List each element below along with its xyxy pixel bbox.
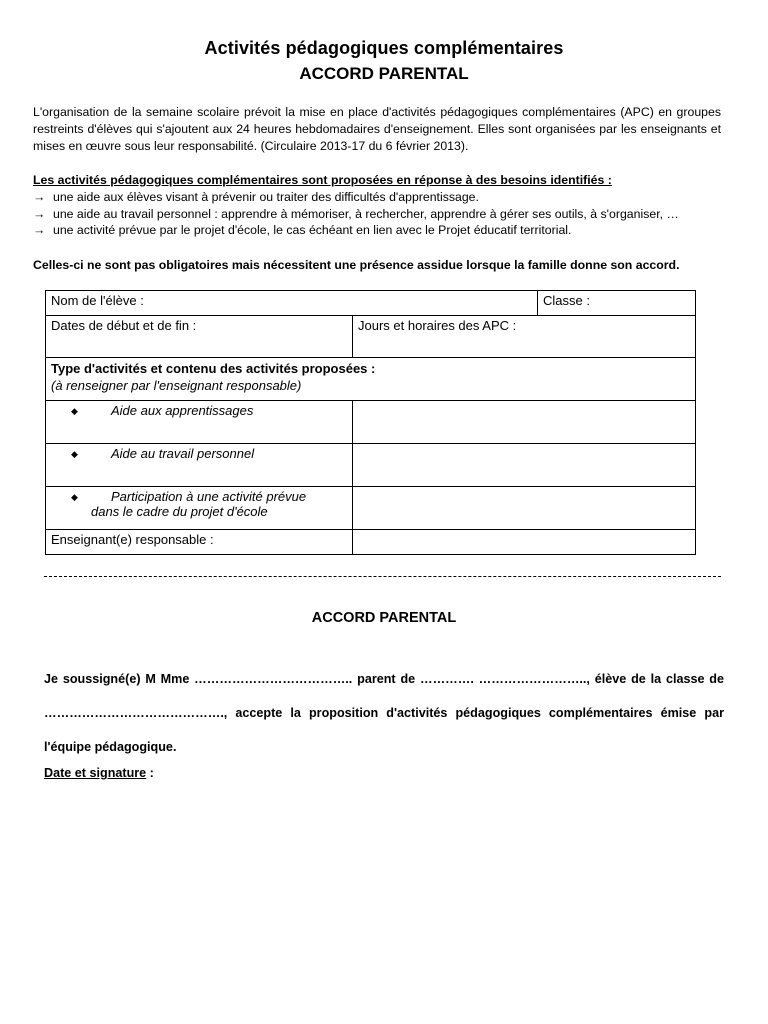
mandatory-note: Celles-ci ne sont pas obligatoires mais nécessitent une présence assidue lorsque la famille donne son accord. — [33, 258, 680, 272]
arrow-right-icon: → — [33, 190, 46, 204]
table-row — [46, 401, 696, 444]
teacher-field[interactable] — [353, 530, 696, 555]
activity-item-school-project: ◆ Participation à une activité prévue dans le cadre du projet d'école — [46, 487, 353, 530]
date-signature-label: Date et signature — [44, 766, 147, 780]
arrow-right-icon: → — [33, 223, 46, 237]
activity-item-personal-work: ◆ Aide au travail personnel — [46, 444, 353, 487]
intro-paragraph: L'organisation de la semaine scolaire prévoit la mise en place d'activités pédagogiques complémentaires (APC) en groupes restreints d'élèves qui s'ajoutent aux 24 heures hebdomadaires d'enseignement. Elles sont organisées par les enseignants et mises en œuvre sous leur responsabilité. (Circulaire 2013-17 du 6 février 2013). — [33, 105, 721, 153]
activity-item-learning: ◆ Aide aux apprentissages — [46, 401, 353, 444]
student-name-field[interactable]: Nom de l'élève : — [46, 291, 538, 316]
consent-line: l'équipe pédagogique. — [44, 740, 177, 754]
table-row — [46, 358, 696, 401]
document-title: Activités pédagogiques complémentaires — [204, 38, 564, 58]
document-subtitle: ACCORD PARENTAL — [299, 64, 469, 83]
activity-learning-content[interactable] — [353, 401, 696, 444]
arrow-right-icon: → — [33, 206, 46, 221]
cut-line-divider — [44, 576, 721, 577]
consent-text — [44, 662, 724, 764]
dates-field[interactable]: Dates de début et de fin : — [46, 316, 353, 358]
consent-line: ……………………………………., accepte la proposition d'activités pédagogiques complémentaires émise par — [44, 706, 724, 720]
list-item: → une aide au travail personnel : apprendre à mémoriser, à rechercher, apprendre à gérer ses outils, à s'organiser, … — [33, 206, 679, 221]
activity-type-label: Type d'activités et contenu des activités proposées : — [51, 361, 376, 376]
diamond-bullet-icon: ◆ — [71, 406, 78, 416]
activity-type-header — [46, 358, 696, 401]
class-field[interactable]: Classe : — [538, 291, 696, 316]
table-row — [46, 444, 696, 487]
table-row — [46, 530, 696, 555]
needs-list — [33, 189, 723, 239]
list-item: → une activité prévue par le projet d'école, le cas échéant en lien avec le Projet éducatif territorial. — [33, 223, 572, 237]
consent-title: ACCORD PARENTAL — [311, 610, 457, 626]
table-row — [46, 316, 696, 358]
consent-line: Je soussigné(e) M Mme ……………………………….. parent de …………. …………………….., élève de la classe de — [44, 672, 724, 686]
table-row — [46, 487, 696, 530]
activity-school-project-content[interactable] — [353, 487, 696, 530]
schedule-field[interactable]: Jours et horaires des APC : — [353, 316, 696, 358]
activity-type-note: (à renseigner par l'enseignant responsable) — [51, 378, 302, 393]
list-item: → une aide aux élèves visant à prévenir ou traiter des difficultés d'apprentissage. — [33, 190, 479, 204]
table-row — [46, 291, 696, 316]
teacher-label-cell: Enseignant(e) responsable : — [46, 530, 353, 555]
apc-form-table — [45, 290, 696, 555]
activity-personal-work-content[interactable] — [353, 444, 696, 487]
date-signature: Date et signature : — [44, 766, 154, 780]
needs-heading: Les activités pédagogiques complémentaires sont proposées en réponse à des besoins identifiés : — [33, 173, 612, 187]
diamond-bullet-icon: ◆ — [71, 492, 78, 502]
diamond-bullet-icon: ◆ — [71, 449, 78, 459]
